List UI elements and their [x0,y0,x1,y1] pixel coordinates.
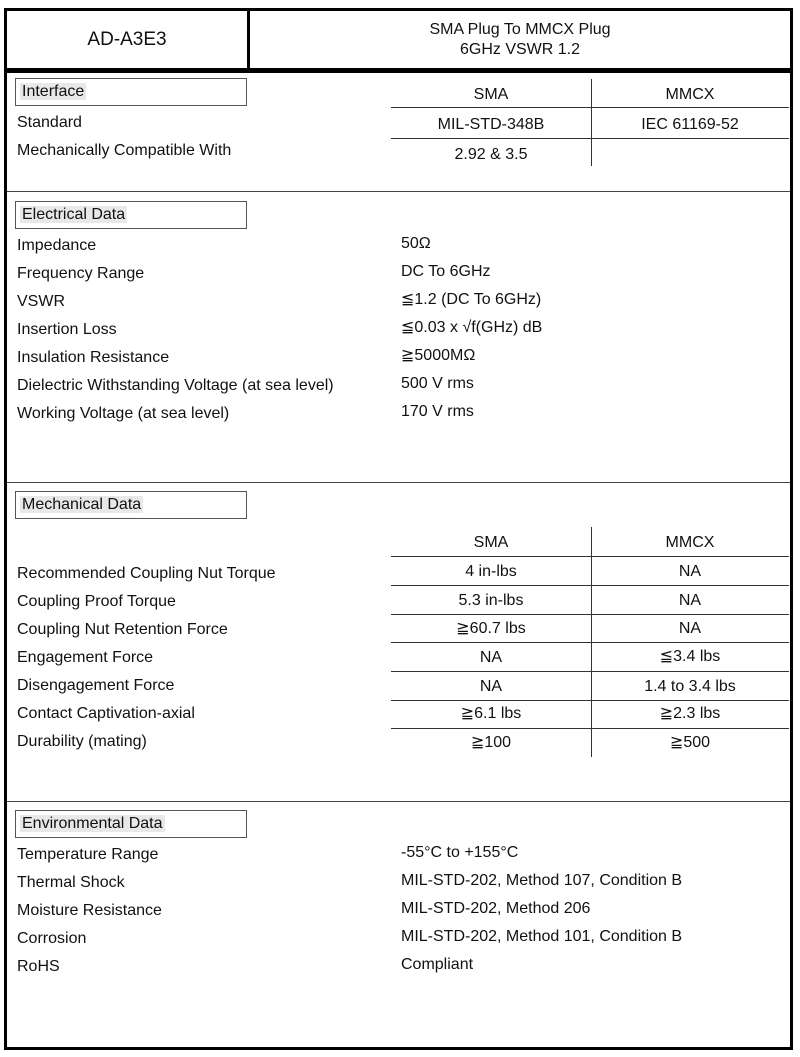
row-label-temperature-range: Temperature Range [17,846,159,863]
section-divider [7,482,790,483]
durability-sma: ≧100 [470,734,512,751]
row-label-working-voltage: Working Voltage (at sea level) [17,405,230,422]
frequency-range-value: DC To 6GHz [401,263,491,280]
rohs-value: Compliant [401,956,474,973]
interface-col-mmcx: MMCX [665,86,715,103]
row-label-standard: Standard [17,114,82,131]
interface-section-title: Interface [15,78,247,106]
row-label-disengagement-force: Disengagement Force [17,677,175,694]
datasheet-header [7,11,790,71]
insertion-loss-value: ≦0.03 x √f(GHz) dB [401,319,543,336]
section-divider [7,191,790,192]
coupling-nut-torque-mmcx: NA [678,563,702,580]
row-label-engagement-force: Engagement Force [17,649,154,666]
compatible-sma-value: 2.92 & 3.5 [454,146,528,163]
table-rule [391,556,789,557]
table-rule [391,614,789,615]
coupling-proof-torque-mmcx: NA [678,592,702,609]
dielectric-voltage-value: 500 V rms [401,375,474,392]
engagement-force-sma: NA [479,649,503,666]
row-label-coupling-nut-torque: Recommended Coupling Nut Torque [17,565,276,582]
row-label-frequency-range: Frequency Range [17,265,145,282]
product-description [250,11,790,68]
row-label-insulation-resistance: Insulation Resistance [17,349,170,366]
coupling-proof-torque-sma: 5.3 in-lbs [458,592,524,609]
row-label-durability: Durability (mating) [17,733,147,750]
coupling-nut-torque-sma: 4 in-lbs [465,563,517,580]
environmental-section-title: Environmental Data [15,810,247,838]
row-label-nut-retention-force: Coupling Nut Retention Force [17,621,228,638]
standard-mmcx-value: IEC 61169-52 [641,116,739,133]
table-rule [391,671,789,672]
section-divider [7,71,790,73]
row-label-corrosion: Corrosion [17,930,87,947]
interface-col-sma: SMA [473,86,509,103]
row-label-vswr: VSWR [17,293,65,310]
standard-sma-value: MIL-STD-348B [437,116,545,133]
description-line-2: 6GHz VSWR 1.2 [459,40,581,58]
row-label-contact-captivation: Contact Captivation-axial [17,705,195,722]
mechanical-col-sma: SMA [473,534,509,551]
contact-captivation-sma: ≧6.1 lbs [460,705,522,722]
table-rule [391,107,789,108]
corrosion-value: MIL-STD-202, Method 101, Condition B [401,928,683,945]
row-label-mechanically-compatible: Mechanically Compatible With [17,142,232,159]
row-label-impedance: Impedance [17,237,97,254]
insulation-resistance-value: ≧5000MΩ [401,347,476,364]
nut-retention-force-sma: ≧60.7 lbs [456,620,526,637]
impedance-value: 50Ω [401,235,431,252]
disengagement-force-mmcx: 1.4 to 3.4 lbs [644,678,736,695]
datasheet-frame [4,8,793,1050]
section-divider [7,801,790,802]
moisture-resistance-value: MIL-STD-202, Method 206 [401,900,591,917]
durability-mmcx: ≧500 [669,734,711,751]
disengagement-force-sma: NA [479,678,503,695]
table-rule [391,642,789,643]
temperature-range-value: -55°C to +155°C [401,844,519,861]
row-label-rohs: RoHS [17,958,60,975]
row-label-insertion-loss: Insertion Loss [17,321,117,338]
table-rule [391,138,789,139]
thermal-shock-value: MIL-STD-202, Method 107, Condition B [401,872,683,889]
description-line-1: SMA Plug To MMCX Plug [429,20,611,38]
contact-captivation-mmcx: ≧2.3 lbs [659,705,721,722]
working-voltage-value: 170 V rms [401,403,474,420]
vswr-value: ≦1.2 (DC To 6GHz) [401,291,542,308]
row-label-moisture-resistance: Moisture Resistance [17,902,162,919]
part-number: AD-A3E3 [7,11,250,68]
table-rule [391,585,789,586]
engagement-force-mmcx: ≦3.4 lbs [659,648,721,665]
electrical-section-title: Electrical Data [15,201,247,229]
row-label-thermal-shock: Thermal Shock [17,874,125,891]
row-label-coupling-proof-torque: Coupling Proof Torque [17,593,176,610]
nut-retention-force-mmcx: NA [678,620,702,637]
row-label-dielectric-voltage: Dielectric Withstanding Voltage (at sea level) [17,377,334,394]
table-rule [391,728,789,729]
mechanical-section-title: Mechanical Data [15,491,247,519]
mechanical-col-mmcx: MMCX [665,534,715,551]
table-rule [391,700,789,701]
